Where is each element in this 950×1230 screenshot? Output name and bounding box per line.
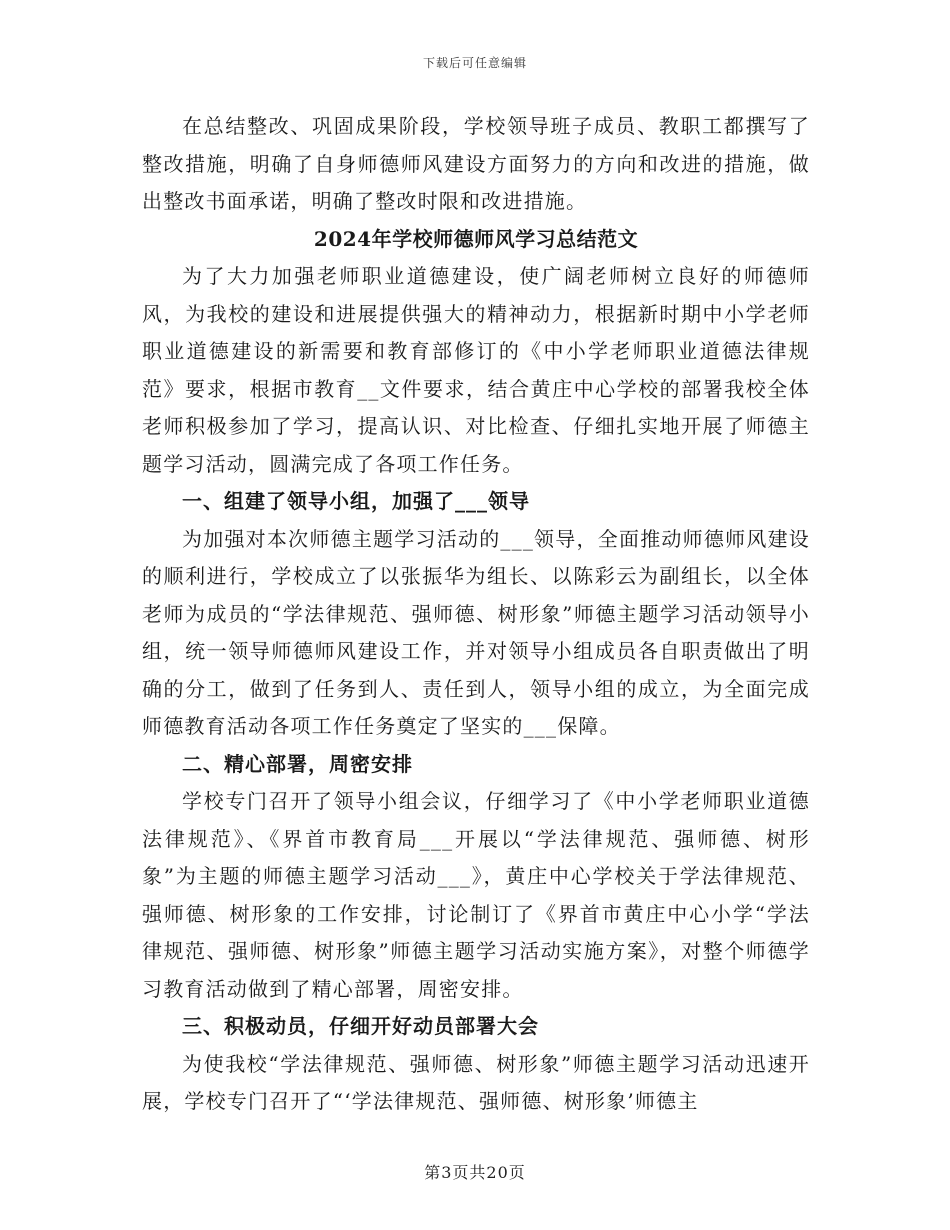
paragraph-4: 为使我校“学法律规范、强师德、树形象”师德主题学习活动迅速开展，学校专门召开了“‘学法律规范、强师德、树形象’师德主 <box>142 1051 810 1113</box>
page-number: 第3页共20页 <box>424 1163 526 1182</box>
paragraph-3: 学校专门召开了领导小组会议，仔细学习了《中小学老师职业道德法律规范》、《界首市教育局___开展以“学法律规范、强师德、树形象”为主题的师德主题学习活动___》，黄庄中心学校关于学法律规范、强师德、树形象的工作安排，讨论制订了《界首市黄庄中心小学“学法律规范、强师德、树形象”师德主题学习活动实施方案》，对整个师德学习教育活动做到了精心部署，周密安排。 <box>142 789 810 1001</box>
paragraph-1: 为了大力加强老师职业道德建设，使广阔老师树立良好的师德师风，为我校的建设和进展提供强大的精神动力，根据新时期中小学老师职业道德建设的新需要和教育部修订的《中小学老师职业道德法律规范》要求，根据市教育__文件要求，结合黄庄中心学校的部署我校全体老师积极参加了学习，提高认识、对比检查、仔细扎实地开展了师德主题学习活动，圆满完成了各项工作任务。 <box>142 264 810 476</box>
paragraph-2: 为加强对本次师德主题学习活动的___领导，全面推动师德师风建设的顺利进行，学校成立了以张振华为组长、以陈彩云为副组长，以全体老师为成员的“学法律规范、强师德、树形象”师德主题学习活动领导小组，统一领导师德师风建设工作，并对领导小组成员各自职责做出了明确的分工，做到了任务到人、责任到人，领导小组的成立，为全面完成师德教育活动各项工作任务奠定了坚实的___保障。 <box>142 526 810 738</box>
header-note: 下载后可任意编辑 <box>422 56 527 70</box>
section-heading-2: 二、精心部署，周密安排 <box>182 751 413 776</box>
section-heading-3: 三、积极动员，仔细开好动员部署大会 <box>182 1014 539 1038</box>
section-heading-1: 一、组建了领导小组，加强了___领导 <box>182 489 530 513</box>
document-title: 2024年学校师德师风学习总结范文 <box>313 226 639 251</box>
intro-paragraph: 在总结整改、巩固成果阶段，学校领导班子成员、教职工都撰写了整改措施，明确了自身师德师风建设方面努力的方向和改进的措施，做出整改书面承诺，明确了整改时限和改进措施。 <box>142 114 810 213</box>
document-body <box>142 108 810 1121</box>
